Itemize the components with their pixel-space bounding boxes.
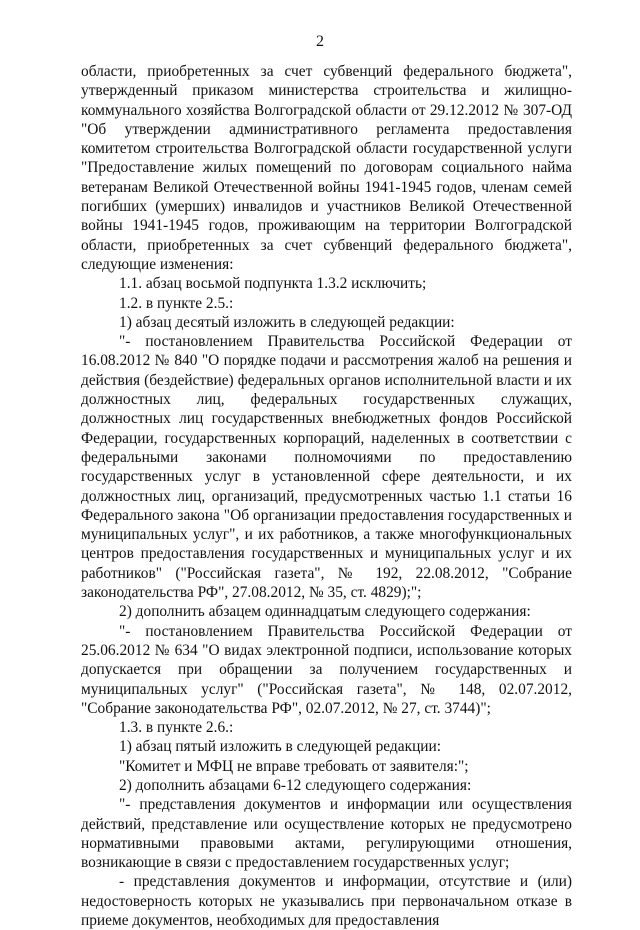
paragraph-item-1-1: 1.1. абзац восьмой подпункта 1.3.2 исключить;	[119, 275, 427, 293]
paragraph-subitem-1b: 1) абзац пятый изложить в следующей редакции:	[119, 738, 442, 756]
paragraph-subitem-2: 2) дополнить абзацем одиннадцатым следующего содержания:	[119, 603, 531, 621]
page-number: 2	[316, 33, 324, 50]
paragraph-item-1-2: 1.2. в пункте 2.5.:	[119, 294, 234, 312]
paragraph-quote-634: "- постановлением Правительства Российской Федерации от 25.06.2012 № 634 "О видах электронной подписи, использование которых допускается при обращении за получением государственных и муниципальных услуг" ("Российская газета", № 148, 02.07.2012, "Собрание законодательства РФ", 02.07.2012, № 27, ст. 3744)";	[81, 622, 572, 717]
paragraph-subitem-1: 1) абзац десятый изложить в следующей редакции:	[119, 313, 455, 331]
document-body	[81, 62, 572, 930]
paragraph-item-1-3: 1.3. в пункте 2.6.:	[119, 719, 234, 737]
paragraph-bullet-1: "- представления документов и информации или осуществления действий, представление или осуществление которых не предусмотрено нормативными правовыми актами, регулирующими отношения, возникающие в связи с предоставлением государственных услуг;	[81, 796, 572, 872]
paragraph-bullet-2: - представления документов и информации, отсутствие и (или) недостоверность которых не указывались при первоначальном отказе в приеме документов, необходимых для предоставления	[81, 873, 572, 930]
paragraph-subitem-2b: 2) дополнить абзацами 6-12 следующего содержания:	[119, 776, 472, 794]
paragraph-quote-mfc: "Комитет и МФЦ не вправе требовать от заявителя:";	[119, 757, 469, 775]
paragraph-quote-840: "- постановлением Правительства Российской Федерации от 16.08.2012 № 840 "О порядке подачи и рассмотрения жалоб на решения и действия (бездействие) федеральных органов исполнительной власти и их должностных лиц, федеральных государственных служащих, должностных лиц государственных внебюджетных фондов Российской Федерации, государственных корпораций, наделенных в соответствии с федеральными законами полномочиями по предоставлению государственных услуг в установленной сфере деятельности, и их должностных лиц, организаций, предусмотренных частью 1.1 статьи 16 Федерального закона "Об организации предоставления государственных и муниципальных услуг", и их работников, а также многофункциональных центров предоставления государственных и муниципальных услуг и их работников" ("Российская газета", № 192, 22.08.2012, "Собрание законодательства РФ", 27.08.2012, № 35, ст. 4829);";	[81, 333, 572, 602]
paragraph-continuation: области, приобретенных за счет субвенций федерального бюджета", утвержденный приказом министерства строительства и жилищно-коммунального хозяйства Волгоградской области от 29.12.2012 № 307-ОД "Об утверждении административного регламента предоставления комитетом строительства Волгоградской области государственной услуги "Предоставление жилых помещений по договорам социального найма ветеранам Великой Отечественной войны 1941-1945 годов, членам семей погибших (умерших) инвалидов и участников Великой Отечественной войны 1941-1945 годов, проживающим на территории Волгоградской области, приобретенных за счет субвенций федерального бюджета", следующие изменения:	[81, 63, 572, 273]
